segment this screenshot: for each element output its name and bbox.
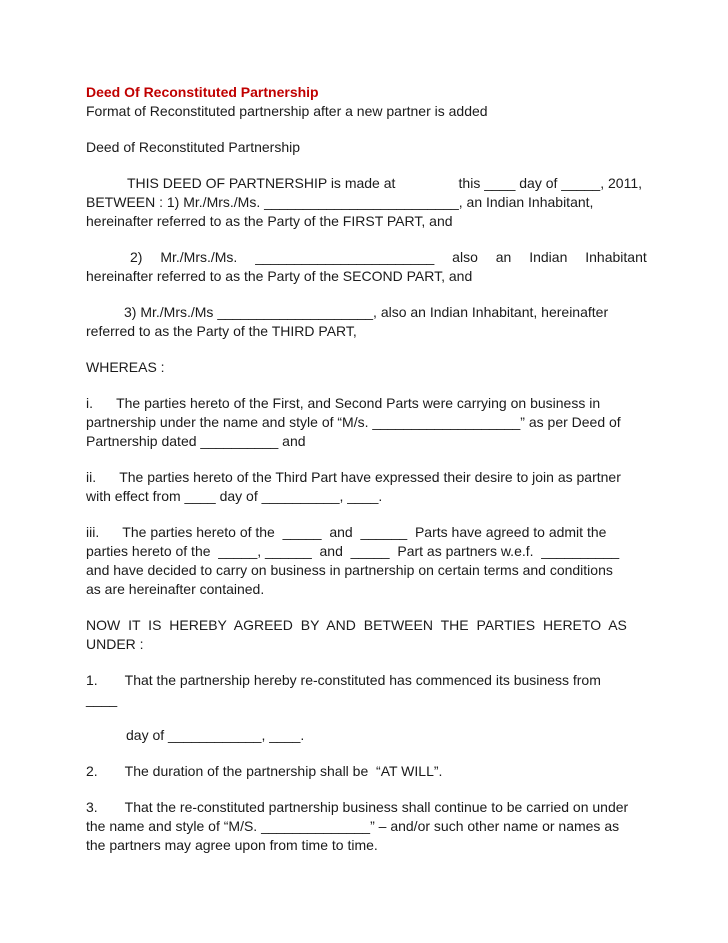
document-subtitle: Format of Reconstituted partnership after a new partner is added: [86, 103, 488, 119]
document-page: [86, 83, 647, 855]
paragraph-line: day of ____________, ____.: [126, 727, 305, 743]
recital-ii: [86, 468, 642, 506]
paragraph-first-party: [86, 174, 642, 231]
recital-i: [86, 394, 642, 451]
document-title: Deed Of Reconstituted Partnership: [86, 84, 319, 100]
paragraph-line: 2) Mr./Mrs./Ms. _______________________ also an Indian Inhabitant: [130, 249, 647, 265]
paragraph-line: NOW IT IS HEREBY AGREED BY AND BETWEEN THE PARTIES HERETO AS: [86, 617, 627, 633]
paragraph-line: Partnership dated __________ and: [86, 433, 306, 449]
whereas-heading: WHEREAS :: [86, 359, 165, 375]
agreement-heading: [86, 616, 642, 654]
paragraph-line: 3) Mr./Mrs./Ms ____________________, also an Indian Inhabitant, hereinafter: [124, 304, 609, 320]
paragraph-third-party: [86, 303, 642, 341]
clause-1: [86, 671, 642, 745]
spacer: [86, 231, 642, 248]
paragraph-line: with effect from ____ day of __________, ____.: [86, 488, 383, 504]
paragraph-line: the partners may agree upon from time to time.: [86, 837, 378, 853]
paragraph-line: 1. That the partnership hereby re-constituted has commenced its business from: [86, 672, 601, 688]
spacer: [86, 286, 642, 303]
paragraph-line: referred to as the Party of the THIRD PART,: [86, 323, 357, 339]
spacer: [86, 781, 642, 798]
paragraph-second-party: [86, 248, 647, 286]
spacer: [86, 451, 642, 468]
paragraph-line: ____: [86, 691, 118, 707]
paragraph-line: BETWEEN : 1) Mr./Mrs./Ms. _________________________, an Indian Inhabitant,: [86, 194, 594, 210]
deed-date-text: this ____ day of _____, 2011,: [458, 175, 642, 191]
paragraph-line: partnership under the name and style of “M/s. ___________________” as per Deed of: [86, 414, 621, 430]
spacer: [86, 599, 642, 616]
paragraph-line: hereinafter referred to as the Party of the SECOND PART, and: [86, 268, 473, 284]
paragraph-line: as are hereinafter contained.: [86, 581, 265, 597]
spacer: [86, 506, 642, 523]
recital-iii: [86, 523, 642, 599]
deed-made-at-text: THIS DEED OF PARTNERSHIP is made at: [127, 175, 396, 191]
deed-heading: Deed of Reconstituted Partnership: [86, 139, 301, 155]
paragraph-line: parties hereto of the _____, ______ and _____ Part as partners w.e.f. __________: [86, 543, 620, 559]
paragraph-line: and have decided to carry on business in partnership on certain terms and conditions: [86, 562, 613, 578]
paragraph-line: iii. The parties hereto of the _____ and ______ Parts have agreed to admit the: [86, 524, 607, 540]
paragraph-line: hereinafter referred to as the Party of the FIRST PART, and: [86, 213, 453, 229]
clause-2: [86, 762, 642, 781]
spacer: [86, 709, 642, 726]
spacer: [86, 745, 642, 762]
paragraph-line: ii. The parties hereto of the Third Part have expressed their desire to join as partner: [86, 469, 621, 485]
paragraph-line: i. The parties hereto of the First, and Second Parts were carrying on business in: [86, 395, 601, 411]
paragraph-line: the name and style of “M/S. ______________” – and/or such other name or names as: [86, 818, 620, 834]
clause-3: [86, 798, 642, 855]
spacer: [86, 121, 642, 138]
spacer: [86, 377, 642, 394]
spacer: [86, 157, 642, 174]
spacer: [86, 341, 642, 358]
paragraph-line: 3. That the re-constituted partnership business shall continue to be carried on under: [86, 799, 629, 815]
paragraph-line: 2. The duration of the partnership shall be “AT WILL”.: [86, 763, 443, 779]
paragraph-line: UNDER :: [86, 636, 144, 652]
paragraph-line: [86, 174, 642, 193]
spacer: [86, 654, 642, 671]
